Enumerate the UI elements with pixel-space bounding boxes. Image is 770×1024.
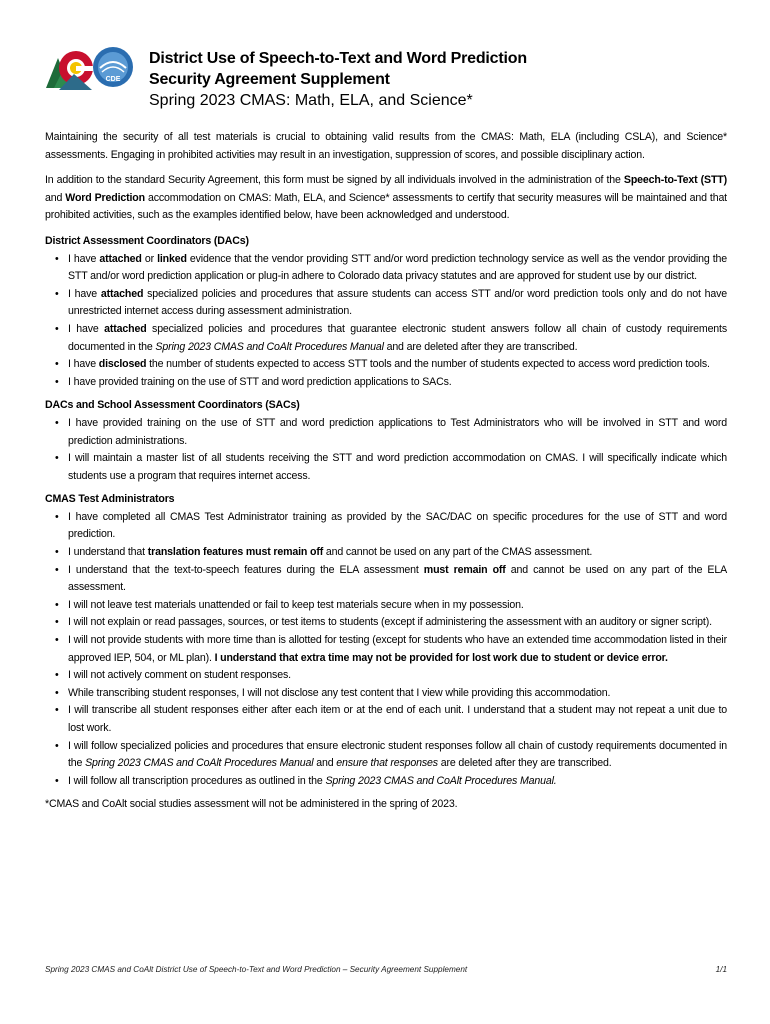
header-logos <box>44 44 134 94</box>
list-item: • I have completed all CMAS Test Administrator training as provided by the SAC/DAC on specific procedures for the use of STT and word prediction. <box>68 509 727 544</box>
list-item: • I will not explain or read passages, sources, or test items to students (except if administering the assessment with an auditory or signer script). <box>68 614 727 632</box>
section-heading-test-administrators: CMAS Test Administrators <box>45 493 175 506</box>
list-item: • I will follow specialized policies and procedures that ensure electronic student responses follow all chain of custody requirements documented in the Spring 2023 CMAS and CoAlt Procedures Manual and ensure that responses are deleted after they are transcribed. <box>68 738 727 773</box>
list-item: • I understand that the text-to-speech features during the ELA assessment must remain off and cannot be used on any part of the ELA assessment. <box>68 562 727 597</box>
list-item: • I will transcribe all student responses either after each item or at the end of each unit. I understand that a student may not repeat a unit due to lost work. <box>68 702 727 737</box>
page-subtitle: Spring 2023 CMAS: Math, ELA, and Science* <box>149 92 473 109</box>
list-item: • I have provided training on the use of STT and word prediction applications to SACs. <box>68 374 727 392</box>
intro-paragraph-1: Maintaining the security of all test materials is crucial to obtaining valid results from the CMAS: Math, ELA (including CSLA), and Science* assessments. Engaging in prohibited activities may result in an investigation, suppression of scores, and possible disciplinary action. <box>45 131 727 161</box>
list-item: • I have attached specialized policies and procedures that assure students can access STT and/or word prediction tools only and do not have unrestricted internet access during assessment administration. <box>68 286 727 321</box>
list-item: • I have attached or linked evidence that the vendor providing STT and/or word prediction technology service as well as the vendor providing the STT and/or word prediction application or plug-in adhere to Colorado data privacy statutes and are approved for student use by our district. <box>68 251 727 286</box>
list-item: • I have attached specialized policies and procedures that guarantee electronic student answers follow all chain of custody requirements documented in the Spring 2023 CMAS and CoAlt Procedures Manual and are deleted after they are transcribed. <box>68 321 727 356</box>
dacs-list <box>45 251 727 392</box>
section-heading-dacs: District Assessment Coordinators (DACs) <box>45 234 249 247</box>
document-body <box>45 129 727 814</box>
list-item: • I will not actively comment on student responses. <box>68 667 727 685</box>
section-heading-sacs: DACs and School Assessment Coordinators (SACs) <box>45 399 300 412</box>
list-item: • I understand that translation features must remain off and cannot be used on any part of the CMAS assessment. <box>68 544 727 562</box>
list-item: • I have provided training on the use of STT and word prediction applications to Test Administrators who will be involved in STT and word prediction administrations. <box>68 415 727 450</box>
list-item: • I will not provide students with more time than is allotted for testing (except for students who have an extended time accommodation listed in their approved IEP, 504, or ML plan). I understand that extra time may not be provided for lost work due to student or device error. <box>68 632 727 667</box>
cde-logo-text: CDE <box>105 76 121 83</box>
page-footer <box>45 965 727 974</box>
list-item: • While transcribing student responses, I will not disclose any test content that I view while providing this accommodation. <box>68 685 727 703</box>
cde-logo-icon <box>92 46 134 88</box>
list-item: • I have disclosed the number of students expected to access STT tools and the number of students expected to access word prediction tools. <box>68 356 727 374</box>
intro-paragraph-2: In addition to the standard Security Agreement, this form must be signed by all individuals involved in the administration of the Speech-to-Text (STT) and Word Prediction accommodation on CMAS: Math, ELA, and Science* assessments to certify that security measures will be maintained and that prohibited activities, such as the examples identified below, have been acknowledged and understood. <box>45 174 727 222</box>
page-title-line2: Security Agreement Supplement <box>149 71 390 88</box>
sacs-list <box>45 415 727 485</box>
list-item: • I will not leave test materials unattended or fail to keep test materials secure when in my possession. <box>68 597 727 615</box>
page-number: 1/1 <box>715 965 727 974</box>
title-block <box>149 48 749 112</box>
list-item: • I will maintain a master list of all students receiving the STT and word prediction accommodation on CMAS. I will specifically indicate which students use a program that requires internet access. <box>68 450 727 485</box>
page-title-line1: District Use of Speech-to-Text and Word Prediction <box>149 50 527 67</box>
footnote: *CMAS and CoAlt social studies assessment will not be administered in the spring of 2023. <box>45 798 458 811</box>
test-administrators-list <box>45 509 727 791</box>
footer-text: Spring 2023 CMAS and CoAlt District Use of Speech-to-Text and Word Prediction – Security Agreement Supplement <box>45 965 468 974</box>
list-item: • I will follow all transcription procedures as outlined in the Spring 2023 CMAS and CoAlt Procedures Manual. <box>68 773 727 791</box>
